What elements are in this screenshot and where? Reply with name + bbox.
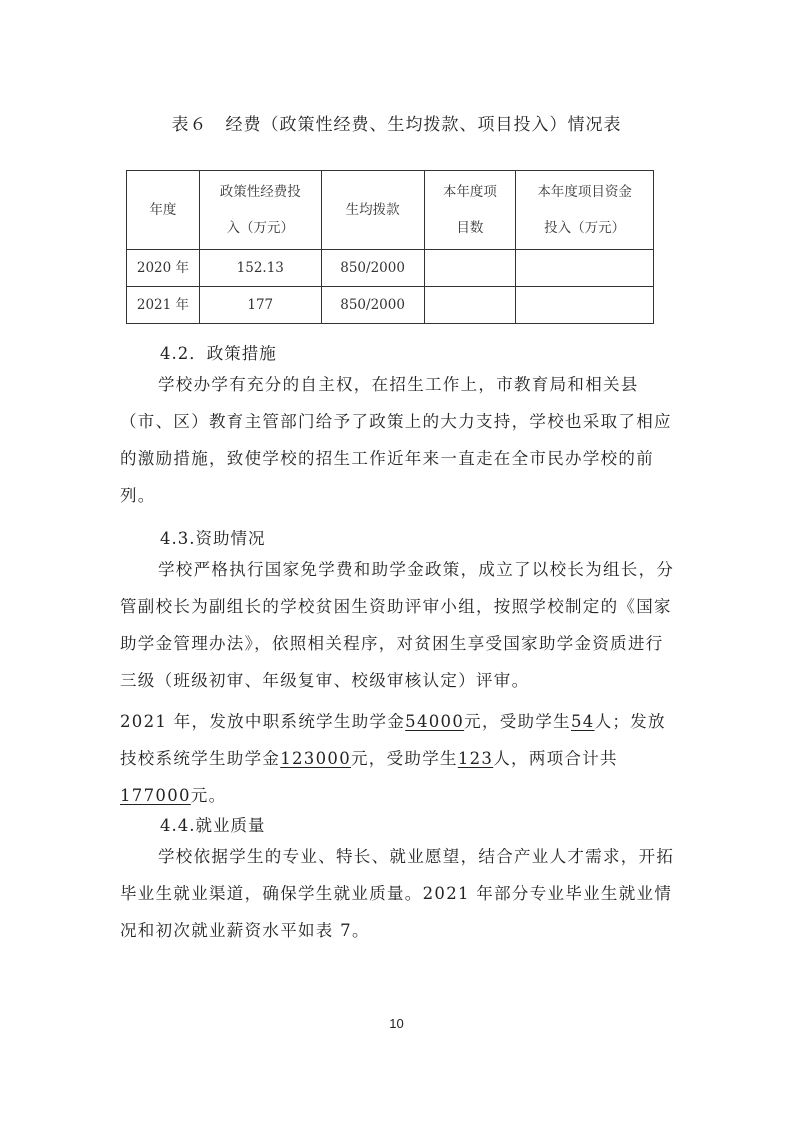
page-number: 10 — [389, 1016, 404, 1031]
funding-table — [126, 170, 654, 324]
aid-students-vocational: 54 — [570, 712, 595, 731]
header-project-funding — [516, 171, 654, 250]
cell-policy-funding: 152.13 — [199, 250, 321, 287]
aid-text: 元，受助学生 — [464, 712, 571, 731]
header-policy-funding-line1: 政策性经费投 — [219, 184, 301, 200]
table-row — [127, 287, 654, 324]
header-year: 年度 — [127, 171, 200, 250]
section-4-4-paragraph: 学校依据学生的专业、特长、就业愿望，结合产业人才需求，开拓毕业生就业渠道，确保学生就业质量。2021 年部分专业毕业生就业情况和初次就业薪资水平如表 7。 — [120, 847, 675, 940]
aid-text: 人，两项合计共 — [493, 749, 618, 768]
table-caption: 表６ 经费（政策性经费、生均拨款、项目投入）情况表 — [171, 115, 622, 135]
cell-year: 2020 年 — [127, 250, 200, 287]
table-row — [127, 250, 654, 287]
cell-project-count — [424, 250, 516, 287]
aid-text: 元。 — [190, 786, 227, 805]
aid-text: 人；发放技校系统学生助学金 — [120, 712, 666, 768]
section-heading-4-3: 4.3.资助情况 — [160, 529, 266, 548]
section-4-3-paragraph: 学校严格执行国家免学费和助学金政策，成立了以校长为组长，分管副校长为副组长的学校贫困生资助评审小组，按照学校制定的《国家助学金管理办法》，依照相关程序，对贫困生享受国家助学金资质进行三级（班级初审、年级复审、校级审核认定）评审。 — [120, 560, 675, 690]
header-project-count-line1: 本年度项 — [442, 184, 497, 200]
cell-year: 2021 年 — [127, 287, 200, 324]
header-policy-funding — [199, 171, 321, 250]
section-heading-4-2: 4.2．政策措施 — [160, 344, 277, 363]
aid-amount-technical: 123000 — [280, 749, 351, 768]
cell-per-student: 850/2000 — [321, 287, 424, 324]
header-project-funding-line2: 投入（万元） — [544, 220, 626, 236]
aid-amount-vocational: 54000 — [405, 712, 465, 731]
cell-per-student: 850/2000 — [321, 250, 424, 287]
header-policy-funding-line2: 入（万元） — [226, 220, 295, 236]
header-project-count — [424, 171, 516, 250]
header-per-student: 生均拨款 — [321, 171, 424, 250]
section-4-2-paragraph: 学校办学有充分的自主权，在招生工作上，市教育局和相关县（市、区）教育主管部门给予了政策上的大力支持，学校也采取了相应的激励措施，致使学校的招生工作近年来一直走在全市民办学校的前列。 — [120, 375, 672, 505]
cell-policy-funding: 177 — [199, 287, 321, 324]
section-4-3-aid-paragraph — [120, 703, 680, 814]
header-project-count-line2: 目数 — [456, 220, 484, 236]
cell-project-count — [424, 287, 516, 324]
aid-text: 元，受助学生 — [351, 749, 458, 768]
cell-project-funding — [516, 250, 654, 287]
table-header-row — [127, 171, 654, 250]
aid-text: 2021 年，发放中职系统学生助学金 — [120, 712, 406, 731]
cell-project-funding — [516, 287, 654, 324]
aid-students-technical: 123 — [457, 749, 494, 768]
header-project-funding-line1: 本年度项目资金 — [537, 184, 632, 200]
aid-total-amount: 177000 — [120, 786, 191, 805]
section-heading-4-4: 4.4.就业质量 — [160, 816, 266, 835]
